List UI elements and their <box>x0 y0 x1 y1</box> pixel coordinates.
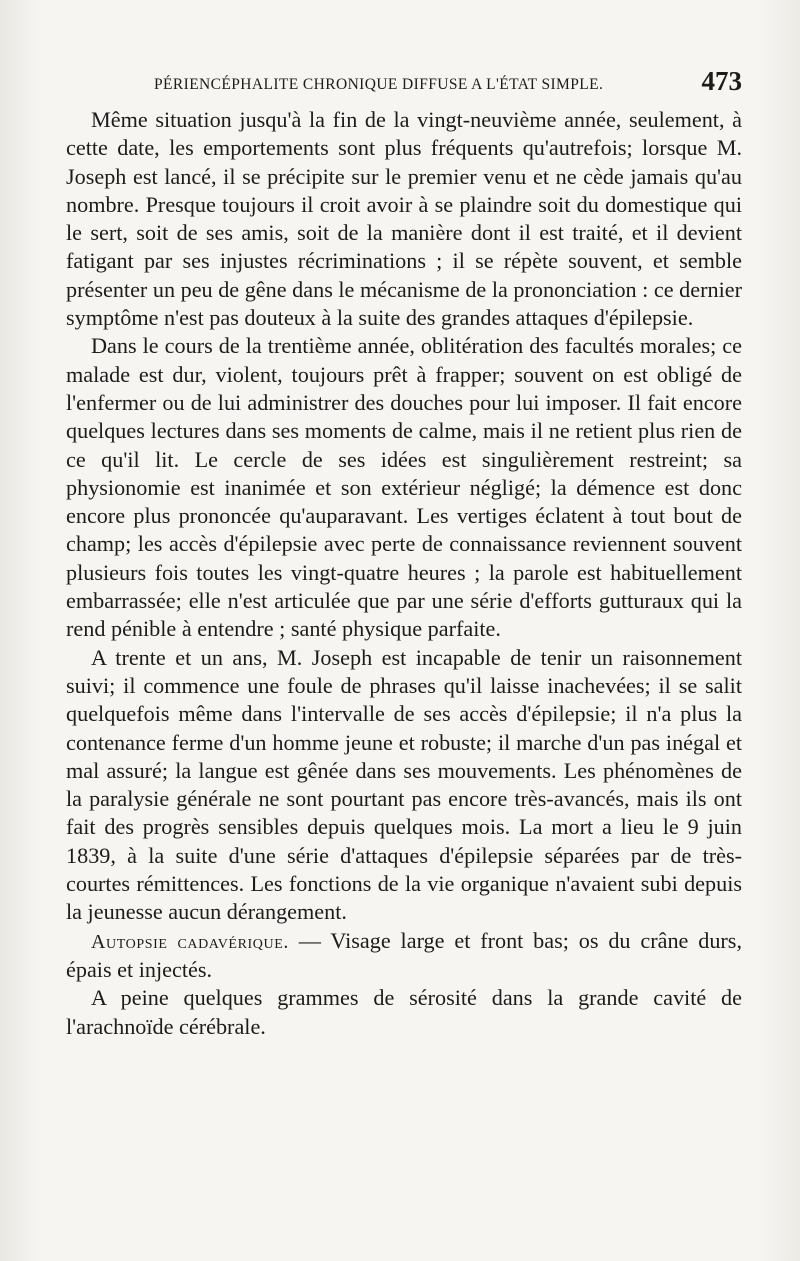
page-number: 473 <box>701 66 742 96</box>
autopsy-paragraph <box>66 927 742 985</box>
paragraph: A peine quelques grammes de sérosité dans la grande cavité de l'arachnoïde cérébrale. <box>66 985 742 1039</box>
paragraph: A trente et un ans, M. Joseph est incapable de tenir un raisonnement suivi; il commence une foule de phrases qu'il laisse inachevées; il se salit quelquefois même dans l'intervalle de ses accès d'épilepsie; il n'a plus la contenance ferme d'un homme jeune et robuste; il marche d'un pas inégal et mal assuré; la langue est gênée dans ses mouvements. Les phénomènes de la paralysie générale ne sont pourtant pas encore très-avancés, mais ils ont fait des progrès sensibles depuis quelques mois. La mort a lieu le 9 juin 1839, à la suite d'une série d'attaques d'épilepsie séparées par de très-courtes rémittences. Les fonctions de la vie organique n'avaient subi depuis la jeunesse aucun dérangement. <box>66 644 742 925</box>
autopsy-text: — Visage large et front bas; os du crâne durs, épais et injectés. <box>66 927 742 982</box>
autopsy-label: Autopsie cadavérique. <box>91 930 289 953</box>
body-text <box>66 106 742 1041</box>
running-title: PÉRIENCÉPHALITE CHRONIQUE DIFFUSE A L'ÉTAT SIMPLE. <box>154 76 604 93</box>
page-header <box>66 64 742 100</box>
paragraph: Même situation jusqu'à la fin de la vingt-neuvième année, seulement, à cette date, les emportements sont plus fréquents qu'autrefois; lorsque M. Joseph est lancé, il se précipite sur le premier venu et ne cède jamais qu'au nombre. Presque toujours il croit avoir à se plaindre soit du domestique qui le sert, soit de ses amis, soit de la manière dont il est traité, et il devient fatigant par ses injustes récriminations ; il se répète souvent, et semble présenter un peu de gêne dans le mécanisme de la prononciation : ce dernier symptôme n'est pas douteux à la suite des grandes attaques d'épilepsie. <box>66 107 742 331</box>
paragraph: Dans le cours de la trentième année, oblitération des facultés morales; ce malade est dur, violent, toujours prêt à frapper; souvent on est obligé de l'enfermer ou de lui administrer des douches pour lui imposer. Il fait encore quelques lectures dans ses moments de calme, mais il ne retient plus rien de ce qu'il lit. Le cercle de ses idées est singulièrement restreint; sa physionomie est inanimée et son extérieur négligé; la démence est donc encore plus prononcée qu'auparavant. Les vertiges éclatent à tout bout de champ; les accès d'épilepsie avec perte de connaissance reviennent souvent plusieurs fois toutes les vingt-quatre heures ; la parole est habituellement embarrassée; elle n'est articulée que par une série d'efforts gutturaux qui la rend pénible à entendre ; santé physique parfaite. <box>66 333 742 642</box>
